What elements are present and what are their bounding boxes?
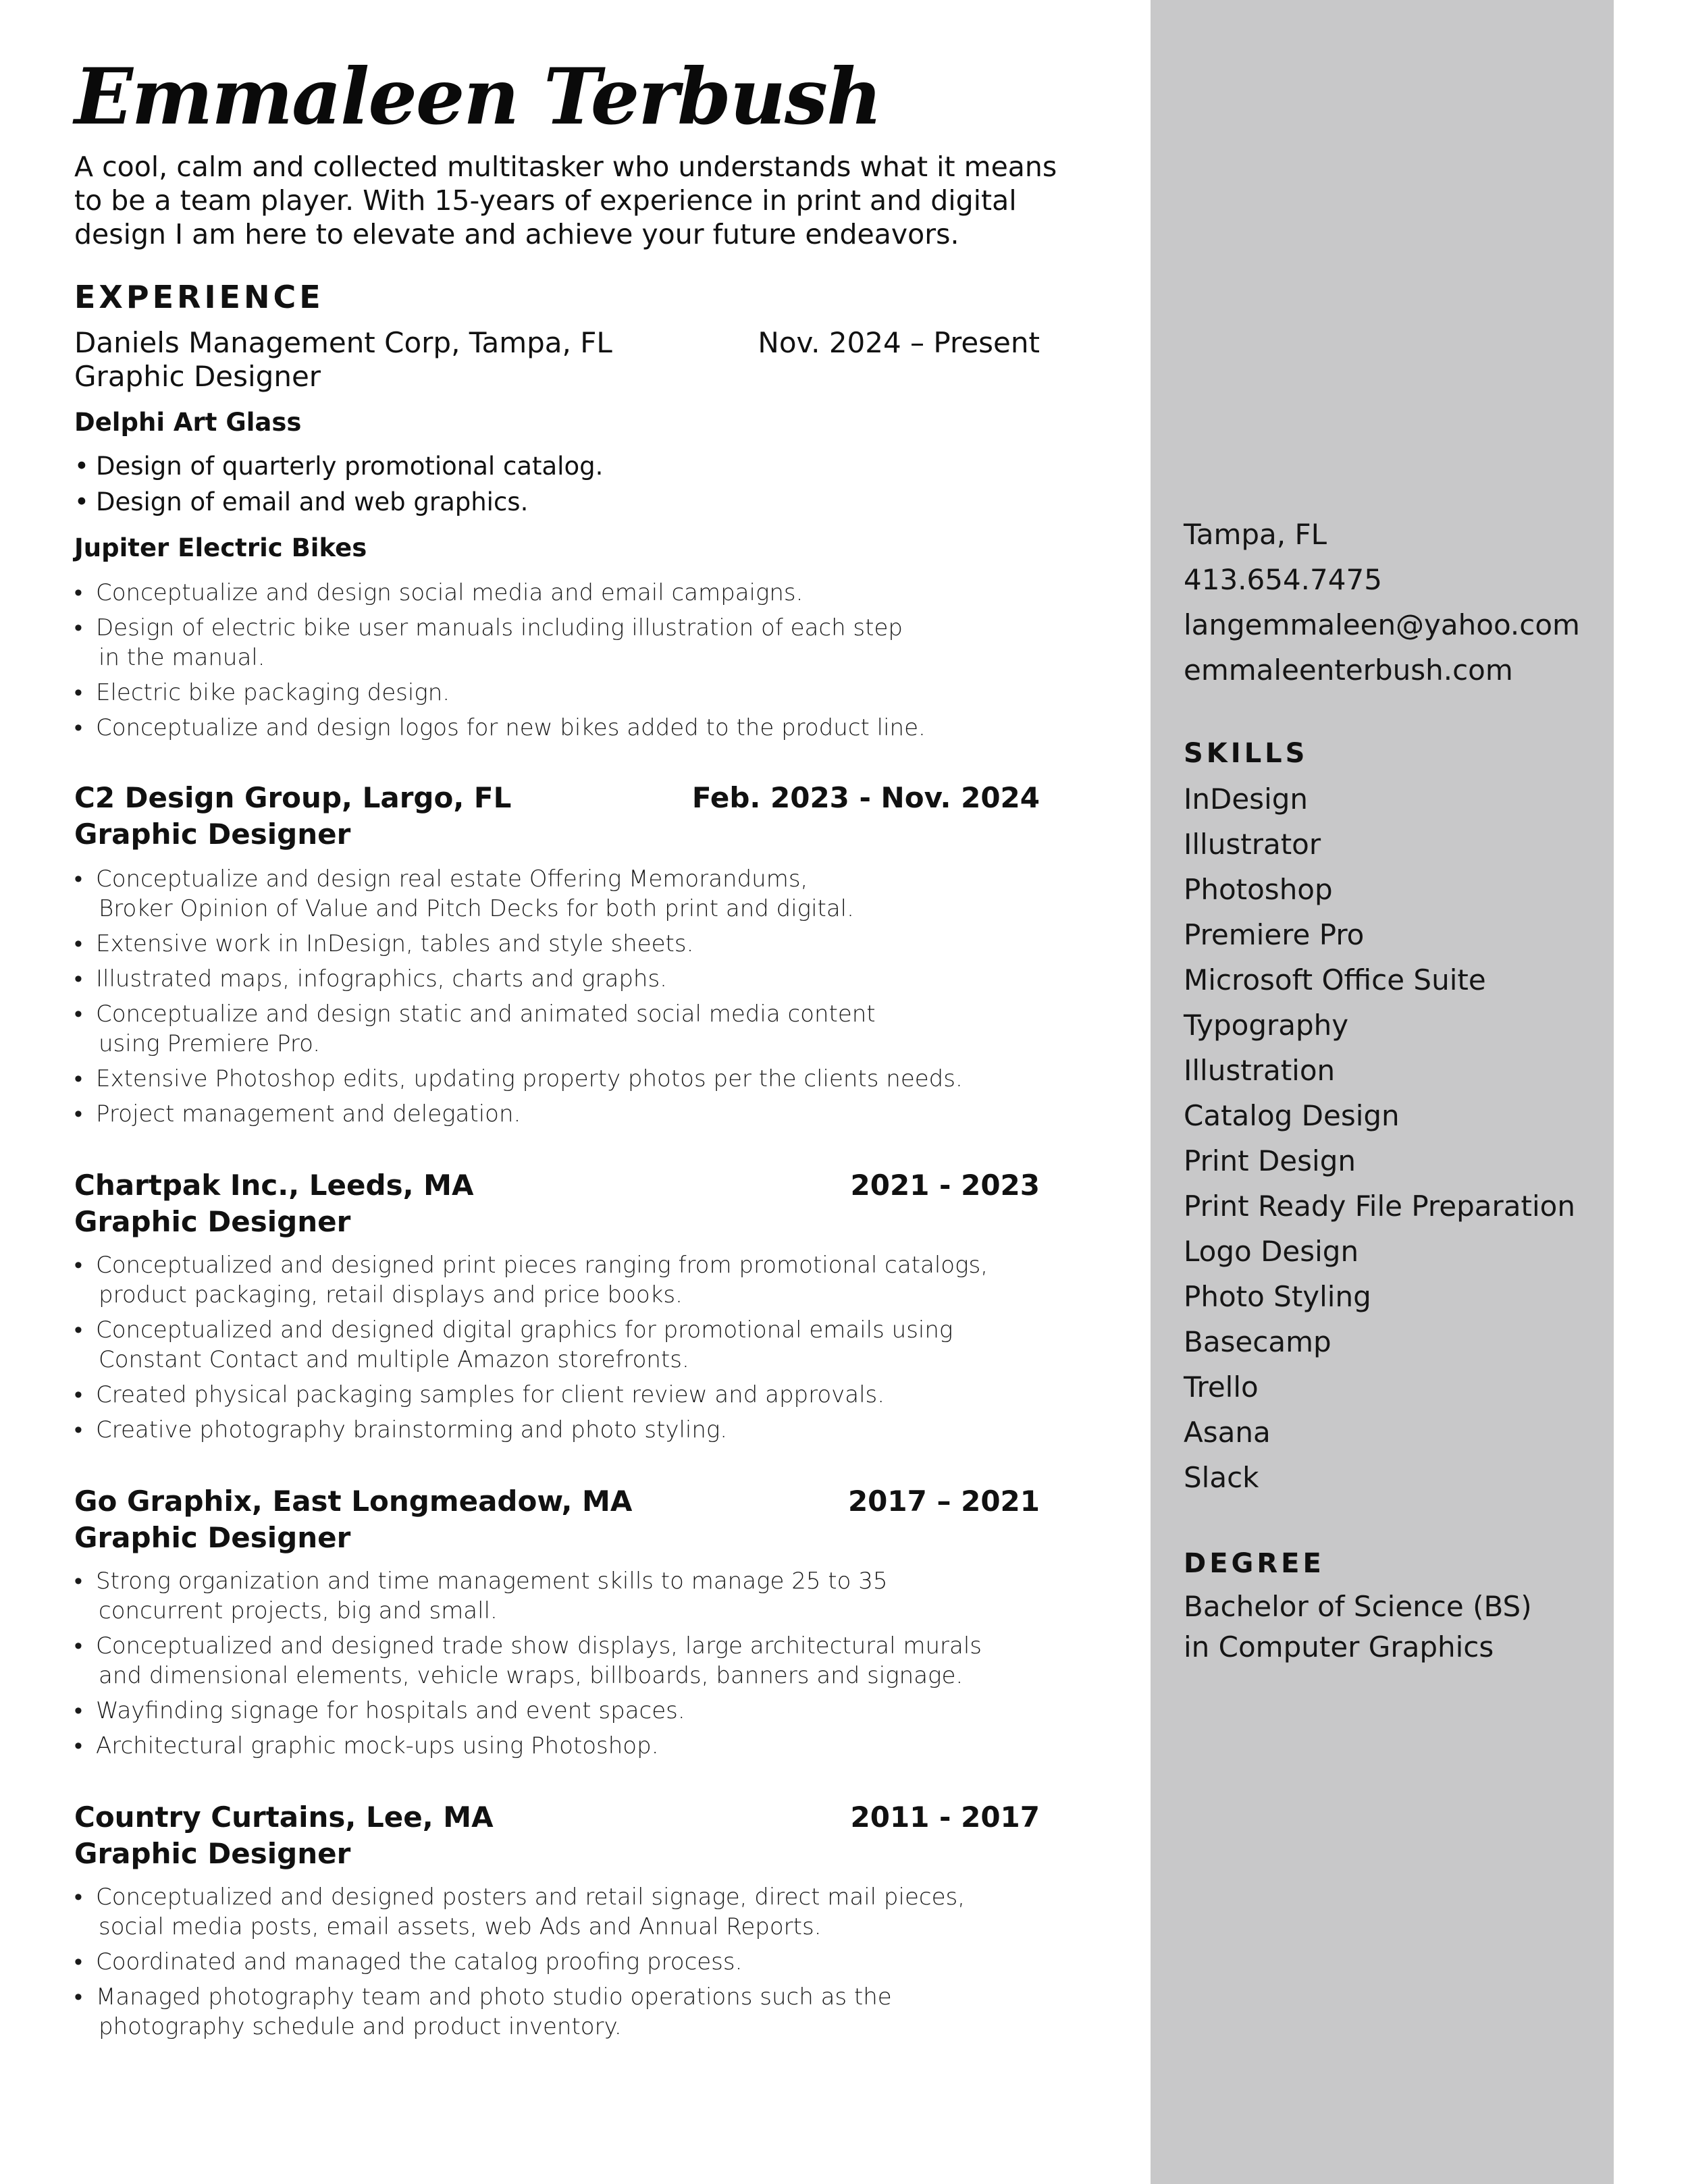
list-item: • Electric bike packaging design. [74, 678, 926, 708]
intro-line: A cool, calm and collected multitasker who understands what it means [74, 151, 1057, 183]
skill-item: Basecamp [1184, 1325, 1331, 1358]
contact-email[interactable]: langemmaleen@yahoo.com [1184, 608, 1580, 641]
list-item: • Conceptualized and designed digital graphics for promotional emails using Constant Contact and multiple Amazon storefronts. [74, 1315, 988, 1375]
job-title: Graphic Designer [74, 360, 321, 393]
skill-item: Catalog Design [1184, 1099, 1400, 1132]
skill-item: Print Ready File Preparation [1184, 1190, 1575, 1223]
client-bullets [74, 448, 603, 520]
list-item: • Conceptualized and designed trade show displays, large architectural murals and dimensional elements, vehicle wraps, billboards, banners and signage. [74, 1631, 982, 1690]
intro-line: to be a team player. With 15-years of experience in print and digital [74, 184, 1017, 217]
contact-location: Tampa, FL [1184, 518, 1327, 551]
job-company: Country Curtains, Lee, MA [74, 1801, 494, 1834]
client-bullets [74, 578, 926, 743]
contact-phone[interactable]: 413.654.7475 [1184, 563, 1382, 596]
job-dates: Nov. 2024 – Present [758, 326, 1040, 359]
skill-item: Photoshop [1184, 873, 1333, 906]
job-bullets [74, 1566, 982, 1761]
job-company: C2 Design Group, Largo, FL [74, 781, 512, 814]
skill-item: Trello [1184, 1370, 1259, 1404]
list-item: • Design of quarterly promotional catalog. [74, 448, 603, 484]
job-bullets [74, 864, 963, 1129]
job-dates: 2011 - 2017 [850, 1801, 1040, 1834]
skill-item: Asana [1184, 1416, 1271, 1449]
list-item: • Design of electric bike user manuals including illustration of each step in the manual. [74, 613, 926, 672]
client-name: Jupiter Electric Bikes [74, 533, 367, 562]
list-item: • Extensive work in InDesign, tables and style sheets. [74, 929, 963, 959]
list-item: • Conceptualize and design logos for new bikes added to the product line. [74, 713, 926, 743]
skill-item: Typography [1184, 1009, 1349, 1042]
skill-item: Microsoft Office Suite [1184, 963, 1486, 996]
job-dates: 2017 – 2021 [847, 1485, 1040, 1518]
degree-heading: DEGREE [1184, 1548, 1325, 1579]
job-bullets [74, 1250, 988, 1445]
skill-item: Photo Styling [1184, 1280, 1371, 1313]
list-item: • Managed photography team and photo studio operations such as the photography schedule and product inventory. [74, 1982, 965, 2042]
job-bullets [74, 1882, 965, 2042]
list-item: • Extensive Photoshop edits, updating property photos per the clients needs. [74, 1064, 963, 1094]
list-item: • Illustrated maps, infographics, charts and graphs. [74, 964, 963, 994]
degree-block [1184, 1587, 1532, 1668]
list-item: • Conceptualized and designed print pieces ranging from promotional catalogs, product packaging, retail displays and price books. [74, 1250, 988, 1310]
list-item: • Conceptualize and design static and animated social media content using Premiere Pro. [74, 999, 963, 1059]
job-company: Go Graphix, East Longmeadow, MA [74, 1485, 633, 1518]
list-item: • Conceptualized and designed posters and retail signage, direct mail pieces, social media posts, email assets, web Ads and Annual Reports. [74, 1882, 965, 1942]
job-title: Graphic Designer [74, 1205, 351, 1238]
skills-list [1184, 776, 1575, 1500]
degree-line: Bachelor of Science (BS) [1184, 1590, 1532, 1623]
list-item: • Project management and delegation. [74, 1099, 963, 1129]
list-item: • Coordinated and managed the catalog proofing process. [74, 1947, 965, 1977]
contact-block [1184, 512, 1580, 693]
job-company: Daniels Management Corp, Tampa, FL [74, 326, 612, 359]
list-item: • Strong organization and time management skills to manage 25 to 35 concurrent projects, big and small. [74, 1566, 982, 1626]
degree-line: in Computer Graphics [1184, 1630, 1494, 1663]
intro-line: design I am here to elevate and achieve your future endeavors. [74, 218, 959, 250]
client-name: Delphi Art Glass [74, 408, 302, 437]
skill-item: Premiere Pro [1184, 918, 1365, 951]
list-item: • Creative photography brainstorming and photo styling. [74, 1415, 988, 1445]
list-item: • Conceptualize and design real estate Offering Memorandums, Broker Opinion of Value and Pitch Decks for both print and digital. [74, 864, 963, 924]
intro-summary [74, 150, 1087, 251]
skill-item: Illustrator [1184, 828, 1321, 861]
contact-website[interactable]: emmaleenterbush.com [1184, 654, 1513, 687]
list-item: • Created physical packaging samples for client review and approvals. [74, 1380, 988, 1410]
job-title: Graphic Designer [74, 1521, 351, 1554]
skills-heading: SKILLS [1184, 738, 1309, 769]
candidate-name: Emmaleen Terbush [74, 51, 881, 142]
list-item: • Wayfinding signage for hospitals and event spaces. [74, 1696, 982, 1726]
job-title: Graphic Designer [74, 1837, 351, 1870]
skill-item: Illustration [1184, 1054, 1336, 1087]
skill-item: Print Design [1184, 1144, 1356, 1177]
job-title: Graphic Designer [74, 818, 351, 851]
skill-item: Logo Design [1184, 1235, 1359, 1268]
list-item: • Conceptualize and design social media and email campaigns. [74, 578, 926, 608]
skill-item: InDesign [1184, 782, 1309, 816]
job-dates: Feb. 2023 - Nov. 2024 [691, 781, 1040, 814]
job-dates: 2021 - 2023 [850, 1169, 1040, 1202]
job-company: Chartpak Inc., Leeds, MA [74, 1169, 474, 1202]
list-item: • Design of email and web graphics. [74, 484, 603, 520]
experience-heading: EXPERIENCE [74, 279, 324, 315]
skill-item: Slack [1184, 1461, 1259, 1494]
list-item: • Architectural graphic mock-ups using Photoshop. [74, 1731, 982, 1761]
